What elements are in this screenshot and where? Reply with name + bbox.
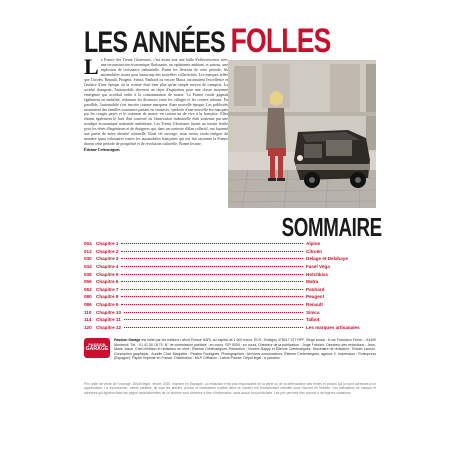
toc-page-number: 012 [84, 248, 92, 254]
author-signature: Étienne Crétenségues [84, 148, 120, 153]
toc-row[interactable] [84, 301, 376, 309]
toc-chapter-label: Chapitre 1 [96, 241, 119, 247]
toc-row[interactable] [84, 263, 376, 271]
toc-leader-dots [124, 312, 303, 313]
toc-page-number: 086 [84, 302, 92, 308]
toc-row[interactable] [84, 270, 376, 278]
page-title [84, 22, 331, 60]
toc-row[interactable] [84, 293, 376, 301]
toc-chapter-label: Chapitre 7 [96, 286, 119, 292]
toc-page-number: 120 [84, 324, 92, 330]
passion-garage-logo [84, 338, 110, 358]
toc-page-number: 038 [84, 271, 92, 277]
toc-leader-dots [121, 289, 303, 290]
toc-leader-dots [124, 319, 303, 320]
toc-page-number: 080 [84, 294, 92, 300]
credits-body: est édité par les éditions Lafont Presse SARL au capital de 1 600 euros, RCS : Bobigny 478017 577 RPF. Siège social : 6 rue Francisco Ferrer – 93400 Montreuil. Tél. : 01 41 50 18 70. N° de commission paritaire : en cours. ISP ISSN : en cours. Directeur de la publication : Jorge Fabrizio. Directeur des rédactions : Jean-Marie Josse. Chef d'édition et rédacteur en chef : Étienne Crétenségues. Rédaction : Vincent Nappy et Étienne Crétenségues. Secrétaire de rédaction : Robert Lacroix. Conception graphique : Aurélie Chat. Maquette : Pauline Rodrigues. Photographies : Archives constructeurs, Étienne Crétenségues, agence X. Impression : Rotimpress (Espagne). Papier imprimé en France. Distribution : MLP. Diffusion : Lafont Presse. Dépôt légal : à parution. [114, 338, 376, 361]
toc-chapter-label: Chapitre 8 [96, 294, 119, 300]
toc-page-number: 056 [84, 279, 92, 285]
toc-chapter-label: Chapitre 12 [96, 324, 122, 330]
toc-chapter-title: Peugeot [306, 294, 325, 300]
toc-chapter-label: Chapitre 11 [96, 317, 121, 323]
credits-block [84, 338, 376, 376]
toc-chapter-label: Chapitre 4 [96, 264, 119, 270]
toc-row[interactable] [84, 316, 376, 324]
sommaire-heading: SOMMAIRE [281, 212, 382, 242]
toc-chapter-title: Les marques artisanales [306, 324, 360, 330]
toc-leader-dots [121, 281, 303, 282]
toc-chapter-label: Chapitre 3 [96, 256, 119, 262]
toc-leader-dots [121, 304, 303, 305]
toc-chapter-label: Chapitre 6 [96, 279, 119, 285]
toc-leader-dots [121, 274, 303, 275]
logo-line-2: GARAGE [85, 346, 109, 353]
toc-page-number: 030 [84, 256, 92, 262]
toc-chapter-title: Panhard [306, 286, 325, 292]
title-part-2: FOLLES [230, 22, 331, 60]
publisher-name: Passion Garage [114, 338, 141, 342]
table-of-contents [84, 240, 376, 331]
intro-text: a France des Trente Glorieuses, c'est avant tout une bulle d'effervescence avec une reconstruction économique florissante, un optimisme ambiant, et surtout, une explosion de croissance industrielle. Parmi les fleurons de cette période, les automobiles issues pour beaucoup des nouvelles collectivités. Les marques telles que Citroën, Renault, Peugeot, Simca, Panhard ou encore Matra, incarnaient l'excellence et l'audace d'une époque où la voiture était bien plus qu'un simple moyen de transport. La société changeait, l'automobile devenait un objet d'aspiration pour une classe moyenne émergente qui accédait enfin à la consommation de masse. La France rurale gagnait également en mobilité, réduisant les distances entre les villages et les centres urbains. En parallèle, l'automobile s'est inscrite comme marqueur d'une nouvelle époque. Les publicités montraient des familles souriantes partant en vacances, symbole d'une nouvelle ère marquée par les congés payés et le tourisme de masse, en sortant un de vive à la française. Elles étaient également le fruit d'un contexte où l'innovation industrielle était soutenue par une stratégie économique nationale ambitieuse. Les Trente Glorieuses furent un terrain fertile pour les rêves d'ingénieurs et de designers qui, dans un contexte d'élan collectif, ont façonné une partie de notre identité culturelle. Dans cet ouvrage, nous avons voulu intégrer de manière quasi exhaustive toutes les automobiles françaises qui ont fait rayonner la France durant cette période de prospérité et de révolution culturelle. Bonne lecture, [84, 58, 228, 147]
toc-chapter-title: Simca [306, 309, 320, 315]
toc-chapter-title: Facel Vega [306, 264, 330, 270]
toc-row[interactable] [84, 240, 376, 248]
toc-leader-dots [124, 327, 303, 328]
toc-chapter-label: Chapitre 9 [96, 302, 119, 308]
toc-row[interactable] [84, 255, 376, 263]
toc-page-number: 114 [84, 317, 92, 323]
intro-article [84, 58, 228, 222]
toc-leader-dots [121, 258, 303, 259]
toc-leader-dots [121, 266, 303, 267]
toc-page-number: 062 [84, 286, 92, 292]
credits-text [114, 338, 376, 376]
toc-chapter-label: Chapitre 2 [96, 248, 119, 254]
toc-page-number: 110 [84, 309, 92, 315]
toc-row[interactable] [84, 248, 376, 256]
toc-leader-dots [121, 243, 303, 244]
toc-page-number: 034 [84, 264, 92, 270]
title-part-1: LES ANNÉES [84, 26, 231, 59]
toc-leader-dots [121, 296, 303, 297]
toc-leader-dots [121, 251, 303, 252]
toc-chapter-title: Matra [306, 279, 319, 285]
toc-chapter-title: Hotchkiss [306, 271, 328, 277]
logo-line-1: PASSION [88, 343, 106, 348]
toc-chapter-title: Talbot [306, 317, 320, 323]
toc-row[interactable] [84, 278, 376, 286]
photo-illustration [228, 60, 376, 208]
toc-chapter-title: Renault [306, 302, 323, 308]
legal-notice: Prix unité de vente de l'ouvrage. Dépôt légal : février 2025. Imprimé en Espagne. La rédaction n'est pas responsable de la perte ou de la détérioration des textes et photos qui lui sont adressés pour appréciation. La reproduction, même partielle, de tous les articles, photos et illustrations publiés dans ce numéro est formellement interdite sans l'accord de l'éditeur. Les indications de marque et adresses qui figurent dans les pages rédactionnelles de ce numéro sont données à titre d'information, sans aucun but publicitaire. Les prix peuvent être soumis à de légères variations. [84, 382, 376, 395]
toc-chapter-label: Chapitre 5 [96, 271, 119, 277]
toc-chapter-label: Chapitre 10 [96, 309, 122, 315]
toc-chapter-title: Alpine [306, 241, 321, 247]
cover-photo-vintage-car [228, 60, 376, 208]
toc-row[interactable] [84, 324, 376, 332]
drop-cap: L [84, 58, 99, 79]
toc-row[interactable] [84, 308, 376, 316]
toc-page-number: 004 [84, 241, 92, 247]
toc-chapter-title: Citroën [306, 248, 323, 254]
toc-row[interactable] [84, 286, 376, 294]
toc-chapter-title: Delage et Delahaye [306, 256, 348, 262]
